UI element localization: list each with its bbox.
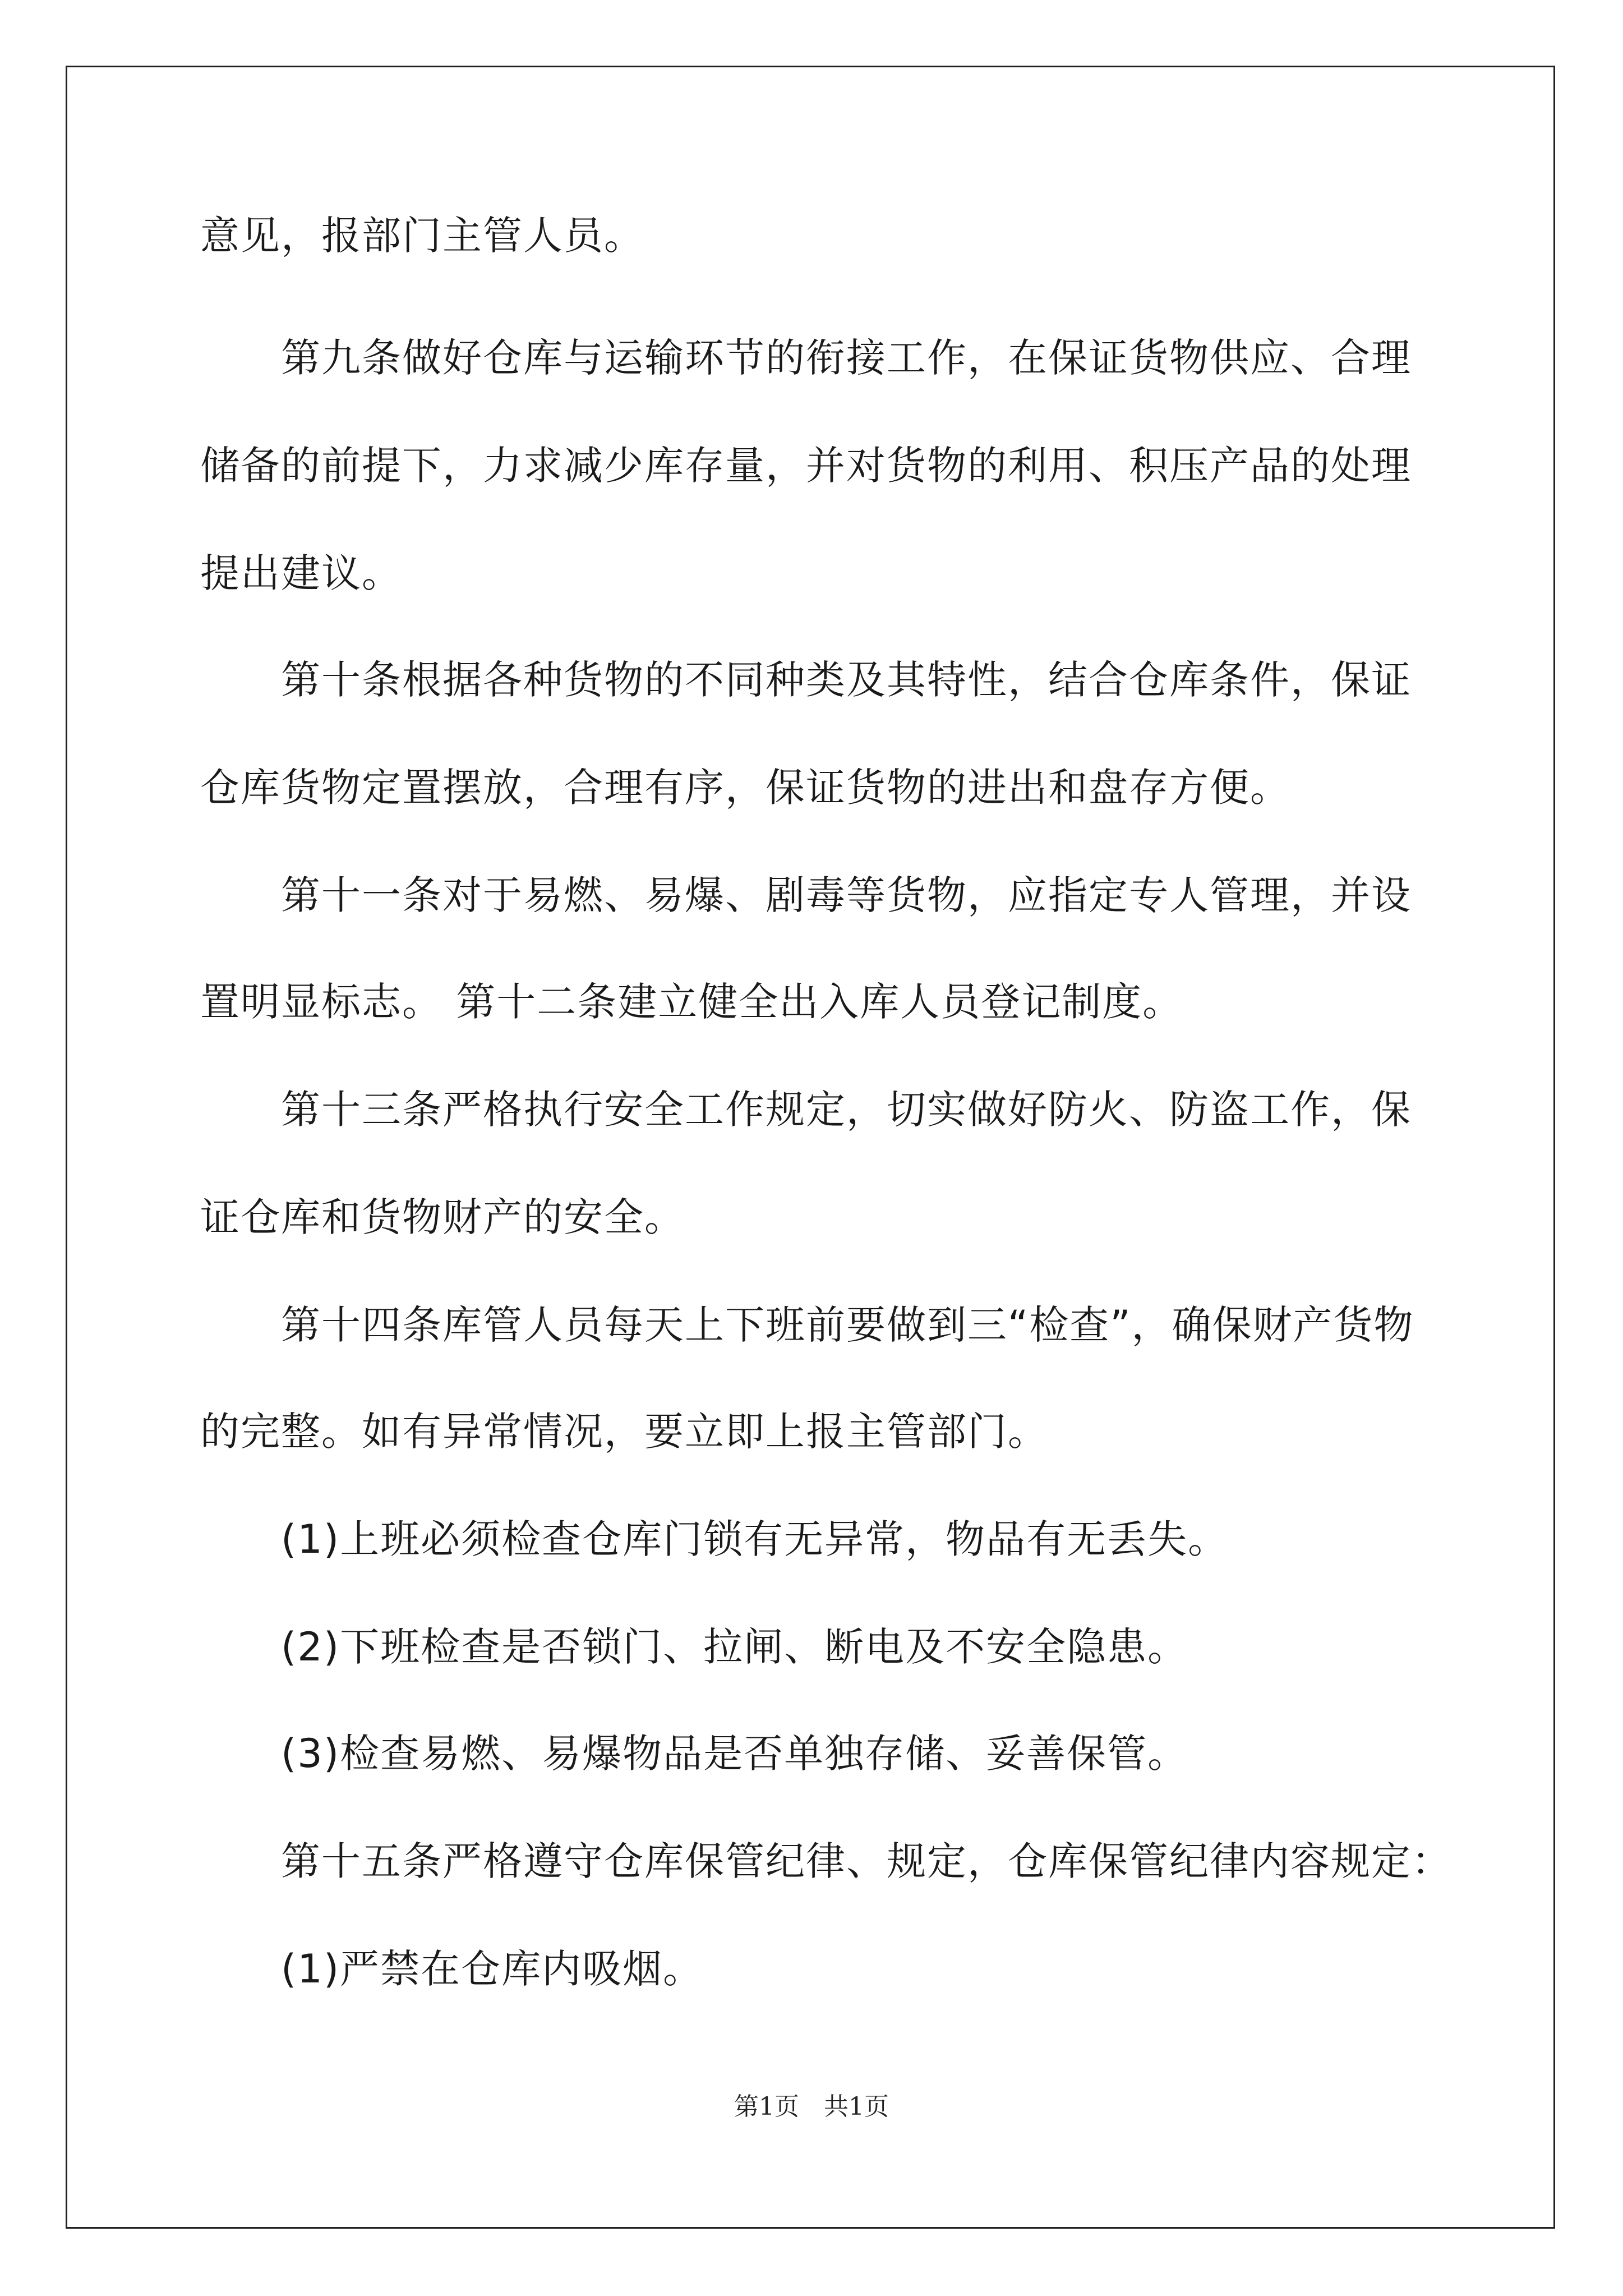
body-line: 第九条做好仓库与运输环节的衔接工作，在保证货物供应、合理 [200,335,1412,381]
body-line: 第十条根据各种货物的不同种类及其特性，结合仓库条件，保证 [200,657,1412,703]
body-line: 证仓库和货物财产的安全。 [200,1194,685,1240]
body-line: 第十三条严格执行安全工作规定，切实做好防火、防盗工作，保 [200,1087,1412,1133]
page-footer: 第1页 共1页 [734,2092,889,2121]
page-border [66,66,1555,2229]
body-line: 第十五条严格遵守仓库保管纪律、规定，仓库保管纪律内容规定： [200,1838,1452,1884]
body-line: 储备的前提下，力求减少库存量，并对货物的利用、积压产品的处理 [200,443,1412,489]
body-line: 意见，报部门主管人员。 [200,213,644,259]
body-line: (1)上班必须检查仓库门锁有无异常，物品有无丢失。 [200,1516,1229,1562]
body-line: 第十四条库管人员每天上下班前要做到三“检查”，确保财产货物 [200,1302,1414,1348]
body-line: 提出建议。 [200,550,402,596]
body-line: (1)严禁在仓库内吸烟。 [200,1946,704,1992]
body-line: 仓库货物定置摆放，合理有序，保证货物的进出和盘存方便。 [200,765,1290,811]
body-line: (2)下班检查是否锁门、拉闸、断电及不安全隐患。 [200,1624,1188,1670]
body-line: 第十一条对于易燃、易爆、剧毒等货物，应指定专人管理，并设 [200,872,1412,918]
body-line: (3)检查易燃、易爆物品是否单独存储、妥善保管。 [200,1731,1188,1777]
body-line: 的完整。如有异常情况，要立即上报主管部门。 [200,1409,1048,1455]
body-line: 置明显标志。 第十二条建立健全出入库人员登记制度。 [200,979,1183,1025]
